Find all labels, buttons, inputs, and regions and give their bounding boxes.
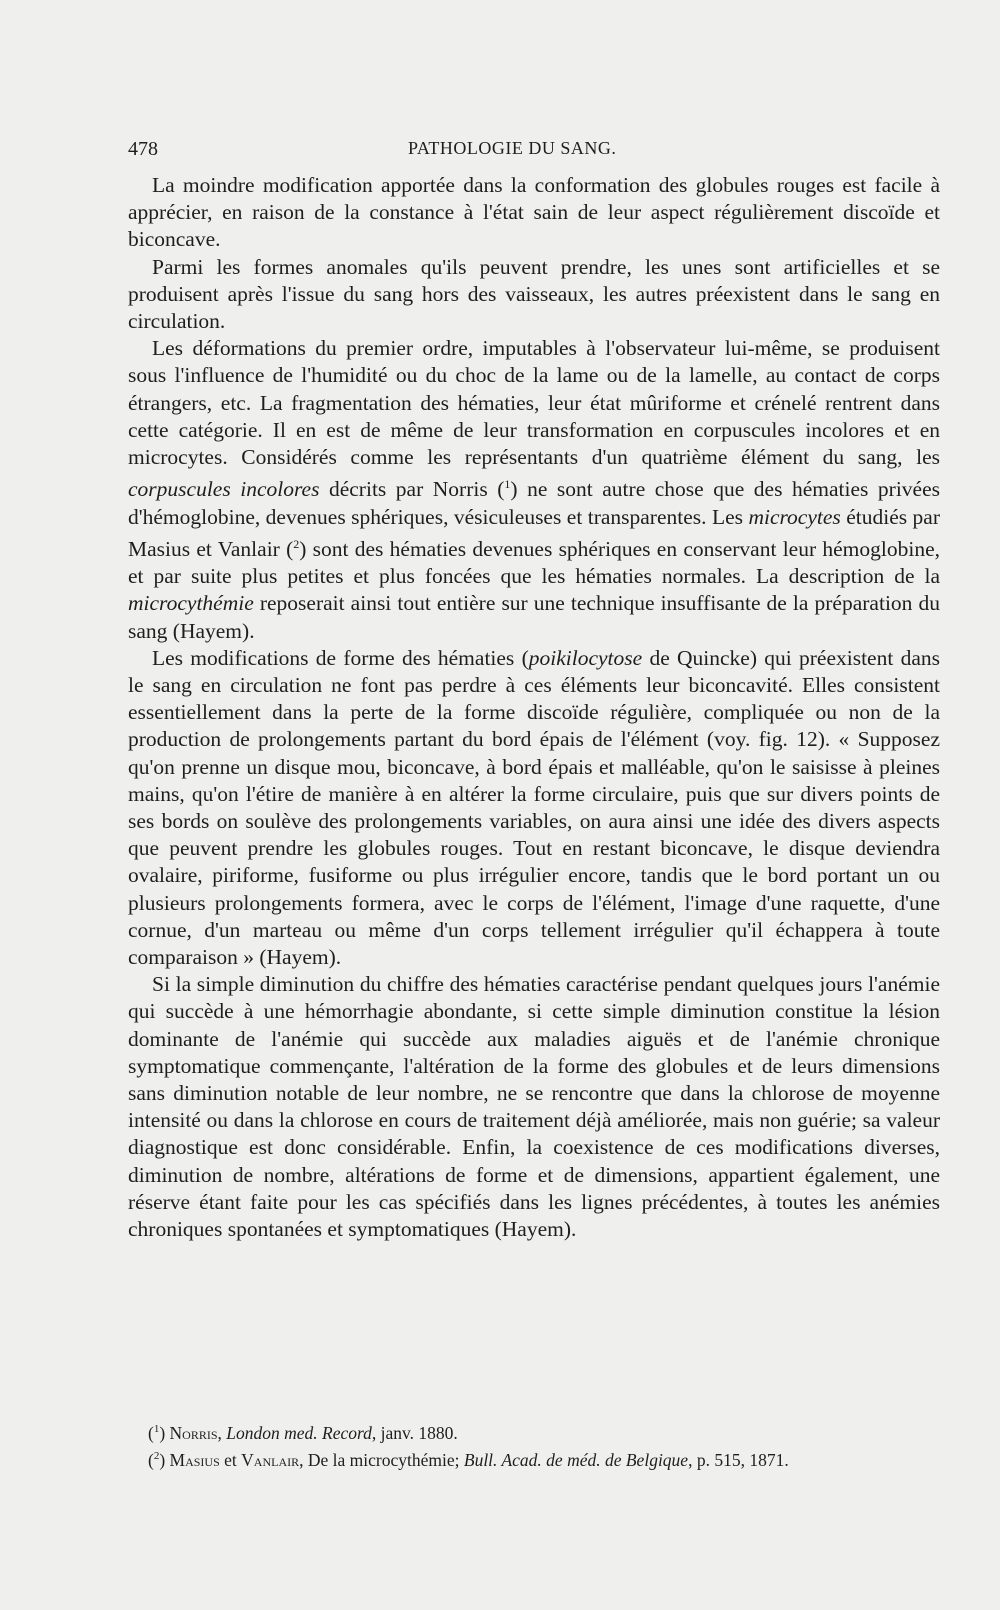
footnote-ref-1[interactable]: 1 bbox=[504, 477, 511, 492]
running-title: PATHOLOGIE DU SANG. bbox=[408, 138, 617, 158]
text-span: étudiés par Masius et Vanlair ( bbox=[128, 504, 940, 561]
term-microcytes: microcytes bbox=[748, 504, 841, 529]
text-span: , p. 515, 1871. bbox=[688, 1449, 789, 1470]
text-span: ) sont des hématies devenues sphériques en conservant leur hémoglobine, et par suite plus petites et plus foncées que les hématies normales. La description de la bbox=[128, 536, 940, 589]
text-span: décrits par Norris ( bbox=[319, 477, 505, 502]
paragraph-4 bbox=[128, 645, 940, 971]
paragraph-5: Si la simple diminution du chiffre des hématies caractérise pendant quelques jours l'anémie qui succède à une hémorrhagie abondante, si cette simple diminution constitue la lésion dominante de l'anémie qui succède aux maladies aiguës et de l'anémie chronique symptomatique commençante, l'altération de la forme des globules et de leurs dimensions sans diminution notable de leur nombre, ne se rencontre que dans la chlorose de moyenne intensité ou dans la chlorose en cours de traitement déjà améliorée, mais non guérie; sa valeur diagnostique est donc considérable. Enfin, la coexistence de ces modifications diverses, diminution de nombre, altérations de forme et de dimensions, appartient également, une réserve étant faite pour les cas spécifiés dans les lignes précédentes, à toutes les anémies chroniques spontanées et symptomatiques (Hayem). bbox=[128, 972, 940, 1242]
term-microcythemie: microcythémie bbox=[128, 591, 254, 616]
page-header bbox=[128, 138, 940, 168]
text-span: , De la microcythémie; bbox=[299, 1449, 464, 1470]
text-span: ) ne sont autre chose que des hématies privées d'hémoglobine, devenues sphériques, vésiculeuses et transparentes. Les bbox=[128, 477, 941, 529]
text-span: de Quincke) qui préexistent dans le sang en circulation ne font pas perdre à ces éléments leur biconcavité. Elles consistent essentiellement dans la perte de la forme discoïde régulière, compliquée ou non de la production de prolongements partant du bord épais de l'élément (voy. fig. 12). « Supposez qu'on prenne un disque mou, biconcave, à bord épais et malléable, qu'on le saisisse à pleines mains, qu'on l'étire de manière à en altérer la forme circulaire, puis que sur divers points de ses bords on soulève des prolongements variables, on aura ainsi une idée des divers aspects que peuvent prendre les globules rouges. Tout en restant biconcave, le disque deviendra ovalaire, piriforme, fusiforme ou plus irrégulier encore, tandis que le bord portant un ou plusieurs prolongements formera, avec le corps de l'élément, l'image d'une raquette, d'une cornue, d'un marteau ou même d'un corps tellement irrégulier qu'il échappera à toute comparaison » (Hayem). bbox=[128, 645, 940, 969]
term-corpuscules-incolores: corpuscules incolores bbox=[128, 477, 320, 502]
footnote-mark-2: 2 bbox=[153, 1449, 160, 1462]
footnote-author: Masius bbox=[169, 1449, 220, 1470]
term-poikilocytose: poikilocytose bbox=[528, 645, 643, 670]
footnote-ref-2[interactable]: 2 bbox=[293, 536, 300, 551]
text-span: , bbox=[217, 1422, 227, 1443]
footnote-author: Vanlair bbox=[241, 1449, 300, 1470]
footnote-author: Norris bbox=[169, 1422, 218, 1443]
text-span: , janv. 1880. bbox=[371, 1422, 458, 1443]
footnote-mark-1: 1 bbox=[153, 1423, 160, 1435]
paragraph-3 bbox=[128, 335, 940, 645]
footnotes bbox=[148, 1418, 948, 1472]
text-span: et bbox=[219, 1449, 242, 1470]
text-span: Les déformations du premier ordre, imputables à l'observateur lui-même, se produisent sous l'influence de l'humidité ou du choc de la lame ou de la lamelle, au contact de corps étrangers, etc. La fragmentation des hématies, leur état mûriforme et crénelé rentrent dans cette catégorie. Il en est de même de leur transformation en corpuscules incolores et en microcytes. Considérés comme les représentants d'un quatrième élément du sang, les bbox=[128, 336, 940, 470]
footnote-journal: Bull. Acad. de méd. de Belgique bbox=[463, 1449, 689, 1470]
paragraph-1: La moindre modification apportée dans la conformation des globules rouges est facile à apprécier, en raison de la constance à l'état sain de leur aspect régulièrement discoïde et biconcave. bbox=[128, 173, 940, 252]
body-text bbox=[128, 172, 940, 1243]
footnote-journal: London med. Record bbox=[226, 1422, 372, 1443]
text-span: reposerait ainsi tout entière sur une technique insuffisante de la préparation du sang (Hayem). bbox=[128, 591, 940, 643]
page-number: 478 bbox=[128, 138, 158, 160]
footnote-1: ($^1$) Norris, London med. Record, janv. 1880. bbox=[148, 1422, 458, 1443]
paragraph-2: Parmi les formes anomales qu'ils peuvent prendre, les unes sont artificielles et se produisent après l'issue du sang hors des vaisseaux, les autres préexistent dans le sang en circulation. bbox=[128, 254, 940, 334]
footnote-2: ($^2$) Masius et Vanlair, De la microcythémie; Bull. Acad. de méd. de Belgique, p. 515, 1871. bbox=[148, 1449, 789, 1470]
text-span: Les modifications de forme des hématies ( bbox=[152, 645, 529, 670]
